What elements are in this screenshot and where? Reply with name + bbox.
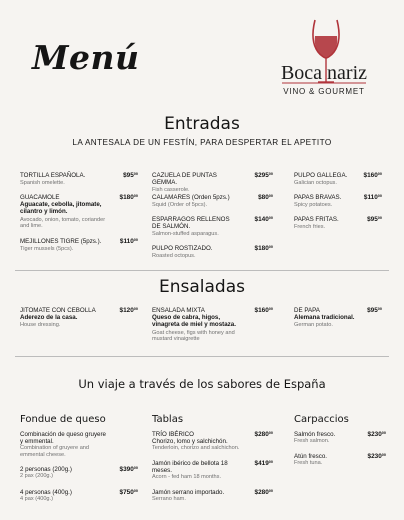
fondue-heading: Fondue de queso: [20, 414, 106, 425]
menu-item: ESPARRAGOS RELLENOS DE SALMÓN. Salmon-stuffed asparagus. $\$140^{00}$: [152, 216, 273, 238]
tablas-heading: Tablas: [152, 414, 184, 425]
menu-item: Combinación de queso gruyere y emmental. Combination of gruyere and emmental cheese.: [20, 431, 106, 458]
menu-item: MEJILLONES TIGRE (5pzs.). Tiger mussels (5pcs). $\$110^{00}$: [20, 238, 138, 253]
ensaladas-title: Ensaladas: [159, 277, 245, 297]
brand-tagline: VINO & GOURMET: [283, 87, 365, 96]
menu-item: PAPAS FRITAS. French fries. $\$95^{00}$: [294, 216, 382, 231]
menu-item: 2 personas (200g.) 2 pax (200g.) $\$390^{00}$: [20, 466, 138, 480]
menu-item: TORTILLA ESPAÑOLA. Spanish omelette. $\$95^{00}$: [20, 172, 138, 187]
menu-item: DE PAPA Alemana tradicional. German potato. $\$95^{00}$: [294, 307, 382, 329]
menu-item: CALAMARES (Orden 5pzs.) Squid (Order of 5pcs). $\$80^{00}$: [152, 194, 273, 209]
carpaccios-heading: Carpaccios: [294, 414, 349, 425]
brand-name: Boca nariz: [280, 62, 368, 84]
divider: [15, 356, 389, 357]
menu-item: CAZUELA DE PUNTAS GEMMA. Fish casserole. $\$295^{00}$: [152, 172, 273, 194]
menu-item: PULPO GALLEGA. Galician octopus. $\$160^{00}$: [294, 172, 382, 187]
menu-item: JITOMATE CON CEBOLLA Aderezo de la casa. House dressing. $\$120^{00}$: [20, 307, 138, 329]
brand-logo: [268, 14, 380, 104]
espana-title: Un viaje a través de los sabores de España: [78, 377, 326, 391]
menu-item: Jamón ibérico de bellota 18 meses. Acorn - fed ham 18 months. $\$419^{00}$: [152, 460, 273, 481]
menu-item: Salmón fresco. Fresh salmon. $\$230^{00}$: [294, 431, 386, 445]
menu-item: 4 personas (400g.) 4 pax (400g.) $\$750^{00}$: [20, 489, 138, 503]
menu-item: Jamón serrano importado. Serrano ham. $\$280^{00}$: [152, 489, 273, 503]
entradas-subtitle: LA ANTESALA DE UN FESTÍN, PARA DESPERTAR EL APETITO: [72, 138, 332, 147]
menu-item: ENSALADA MIXTA Queso de cabra, higos, vinagreta de miel y mostaza. Goat cheese, figs with honey and mustard vinaigrette $\$160^{00}$: [152, 307, 273, 343]
menu-item: PAPAS BRAVAS. Spicy potatoes. $\$110^{00}$: [294, 194, 382, 209]
menu-item: GUACAMOLE Aguacate, cebolla, jitomate, cilantro y limón. Avocado, onion, tomato, coriander and lime. $\$180^{00}$: [20, 194, 138, 230]
menu-title: Menú: [32, 38, 140, 77]
divider: [15, 270, 389, 271]
menu-item: Atún fresco. Fresh tuna. $\$230^{00}$: [294, 453, 386, 467]
menu-item: TRÍO IBÉRICO Chorizo, lomo y salchichón. Tenderloin, chorizo and salchichon. $\$280^{00}$: [152, 431, 273, 452]
entradas-title: Entradas: [164, 114, 240, 134]
menu-item: PULPO ROSTIZADO. Roasted octopus. $\$180^{00}$: [152, 245, 273, 260]
